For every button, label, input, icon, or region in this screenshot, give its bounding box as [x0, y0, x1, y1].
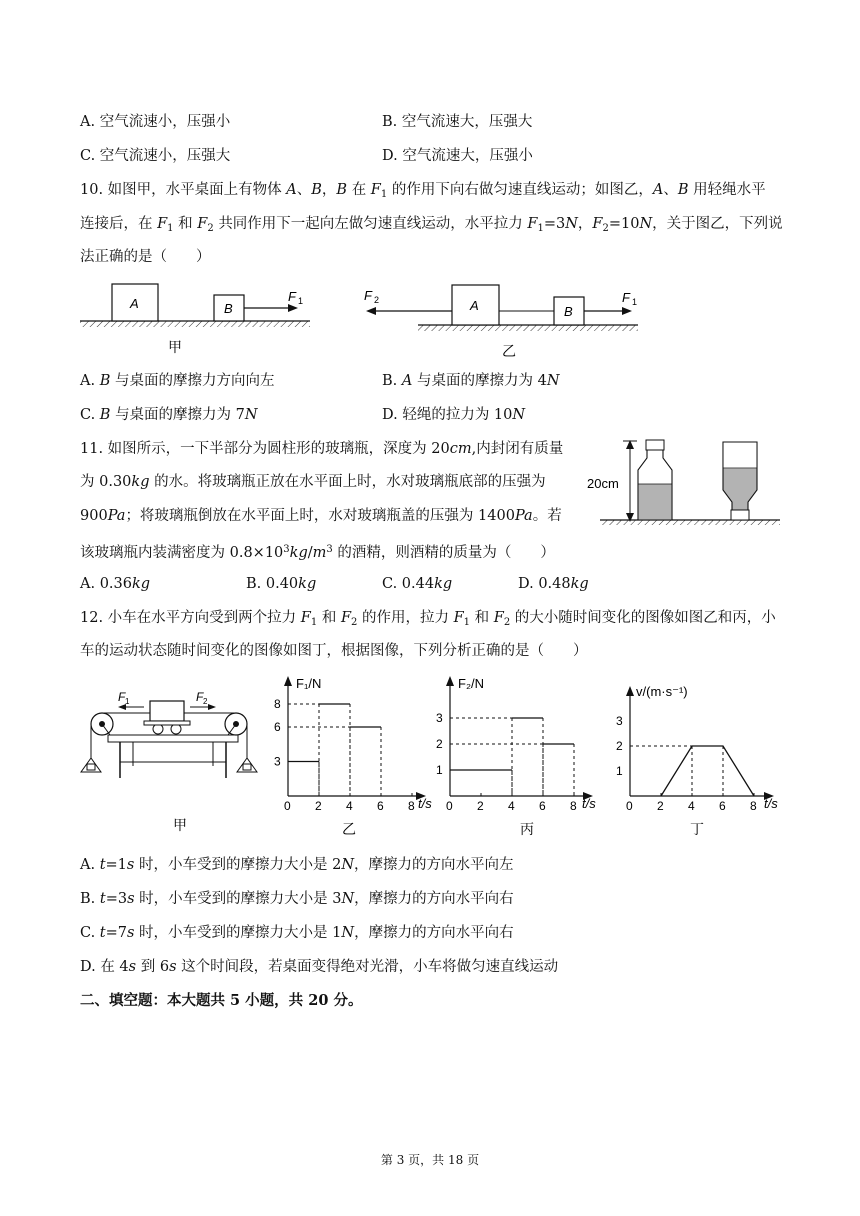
q11-bottle-figure — [585, 436, 785, 536]
svg-text:F: F — [622, 290, 630, 305]
svg-text:2: 2 — [203, 697, 208, 706]
block-b-label: B — [224, 301, 233, 316]
y-tick-label: 2 — [436, 737, 443, 751]
q11-option-b: B. 0.40kg — [246, 576, 317, 592]
svg-text:t/s: t/s — [418, 796, 432, 811]
svg-text:F₂/N: F₂/N — [458, 676, 484, 691]
svg-text:1: 1 — [125, 697, 130, 706]
x-tick-label: 0 — [446, 799, 453, 813]
fig-yi-caption: 乙 — [502, 343, 516, 359]
x-tick-label: 0 — [626, 799, 633, 813]
x-tick-label: 4 — [688, 799, 695, 813]
svg-text:2: 2 — [374, 295, 380, 305]
q12-option-b: B. t=3s 时，小车受到的摩擦力大小是 3N，摩擦力的方向水平向右 — [80, 891, 514, 907]
fig-jia-caption: 甲 — [173, 817, 187, 833]
svg-text:B: B — [564, 304, 573, 319]
x-tick-label: 8 — [408, 799, 415, 813]
q9-option-b: B. 空气流速大，压强大 — [382, 114, 533, 130]
y-tick-label: 3 — [274, 754, 281, 769]
q10-option-a: A. B 与桌面的摩擦力方向向左 — [80, 373, 275, 389]
y-tick-label: 2 — [616, 739, 623, 753]
q11-stem-line1: 11. 如图所示，一下半部分为圆柱形的玻璃瓶，深度为 20cm,内封闭有质量 — [80, 441, 564, 457]
q10-option-b: B. A 与桌面的摩擦力为 4N — [382, 373, 560, 389]
q12-figure-cart — [78, 680, 258, 840]
y-tick-label: 1 — [436, 763, 443, 777]
graph-bing — [432, 672, 612, 842]
svg-text:F: F — [118, 690, 126, 704]
svg-text:F: F — [288, 289, 296, 304]
graph-ding — [610, 672, 800, 842]
fig-yi-caption: 乙 — [342, 821, 356, 837]
block-a-label: A — [130, 296, 139, 311]
y-tick-label: 3 — [436, 711, 443, 725]
q11-option-c: C. 0.44kg — [382, 576, 453, 592]
q10-option-c: C. B 与桌面的摩擦力为 7N — [80, 407, 258, 423]
svg-text:F₁/N: F₁/N — [296, 676, 322, 691]
x-tick-label: 2 — [315, 799, 322, 813]
q10-stem-line3: 法正确的是（ ） — [80, 249, 211, 265]
q11-stem-line2: 为 0.30kg 的水。将玻璃瓶正放在水平面上时，水对玻璃瓶底部的压强为 — [80, 474, 546, 490]
svg-text:t/s: t/s — [764, 796, 778, 811]
y-tick-label: 3 — [616, 714, 623, 728]
x-tick-label: 6 — [539, 799, 546, 813]
q10-option-d: D. 轻绳的拉力为 10N — [382, 407, 526, 423]
q11-option-a: A. 0.36kg — [80, 576, 151, 592]
q10-stem-line1: 10. 如图甲，水平桌面上有物体 A、B，B 在 $F_1$ 的作用下向右做匀速直线运动；如图乙，A、B 用轻绳水平 — [80, 182, 766, 200]
y-tick-label: 6 — [274, 720, 281, 734]
q11-stem-line4: 该玻璃瓶内装满密度为 $0.8\times 10^3kg/m^3$ 的酒精，则酒精的质量为（ ） — [80, 544, 555, 561]
fig-ding-caption: 丁 — [690, 821, 704, 837]
x-tick-label: 0 — [284, 799, 291, 813]
page-footer: 第 3 页，共 18 页 — [380, 1153, 480, 1167]
x-tick-label: 4 — [508, 799, 515, 813]
svg-text:1: 1 — [298, 296, 304, 306]
y-tick-label: 8 — [274, 697, 281, 711]
x-tick-label: 6 — [377, 799, 384, 813]
x-tick-label: 6 — [719, 799, 726, 813]
q10-figure-yi — [360, 282, 650, 362]
velocity-line — [661, 746, 754, 796]
q9-option-a: A. 空气流速小，压强小 — [80, 114, 231, 130]
q12-option-a: A. t=1s 时，小车受到的摩擦力大小是 2N，摩擦力的方向水平向左 — [80, 857, 514, 873]
x-tick-label: 4 — [346, 799, 353, 813]
x-tick-label: 8 — [750, 799, 757, 813]
q11-option-d: D. 0.48kg — [518, 576, 589, 592]
q9-option-c: C. 空气流速小，压强大 — [80, 148, 231, 164]
graph-yi — [270, 672, 440, 842]
svg-text:F: F — [196, 690, 204, 704]
fig-bing-caption: 丙 — [520, 821, 534, 837]
fig-jia-caption: 甲 — [168, 339, 182, 355]
bottle-inverted — [723, 442, 757, 520]
svg-text:A: A — [470, 298, 479, 313]
q11-stem-line3: 900Pa；将玻璃瓶倒放在水平面上时，水对玻璃瓶盖的压强为 1400Pa。若 — [80, 508, 562, 524]
svg-text:20cm: 20cm — [587, 476, 619, 491]
svg-text:F: F — [364, 288, 372, 303]
q12-stem-line2: 车的运动状态随时间变化的图像如图丁，根据图像，下列分析正确的是（ ） — [80, 643, 588, 659]
q10-figure-jia — [78, 282, 318, 362]
section-2-heading: 二、填空题：本大题共 5 小题，共 20 分。 — [80, 992, 363, 1009]
q10-stem-line2: 连接后，在 $F_1$ 和 $F_2$ 共同作用下一起向左做匀速直线运动，水平拉力 $F_1=3N$，$F_2=10N$，关于图乙，下列说 — [80, 216, 783, 234]
x-tick-label: 2 — [657, 799, 664, 813]
svg-text:t/s: t/s — [582, 796, 596, 811]
bottle-upright — [638, 440, 672, 520]
svg-text:1: 1 — [632, 297, 638, 307]
q9-option-d: D. 空气流速大，压强小 — [382, 148, 533, 164]
y-tick-label: 1 — [616, 764, 623, 778]
x-tick-label: 8 — [570, 799, 577, 813]
q12-option-c: C. t=7s 时，小车受到的摩擦力大小是 1N，摩擦力的方向水平向右 — [80, 925, 514, 941]
svg-text:v/(m·s⁻¹): v/(m·s⁻¹) — [636, 684, 688, 699]
x-tick-label: 2 — [477, 799, 484, 813]
q12-option-d: D. 在 4s 到 6s 这个时间段，若桌面变得绝对光滑，小车将做匀速直线运动 — [80, 959, 559, 975]
q12-stem-line1: 12. 小车在水平方向受到两个拉力 $F_1$ 和 $F_2$ 的作用，拉力 $F_1$ 和 $F_2$ 的大小随时间变化的图像如图乙和丙，小 — [80, 610, 776, 628]
